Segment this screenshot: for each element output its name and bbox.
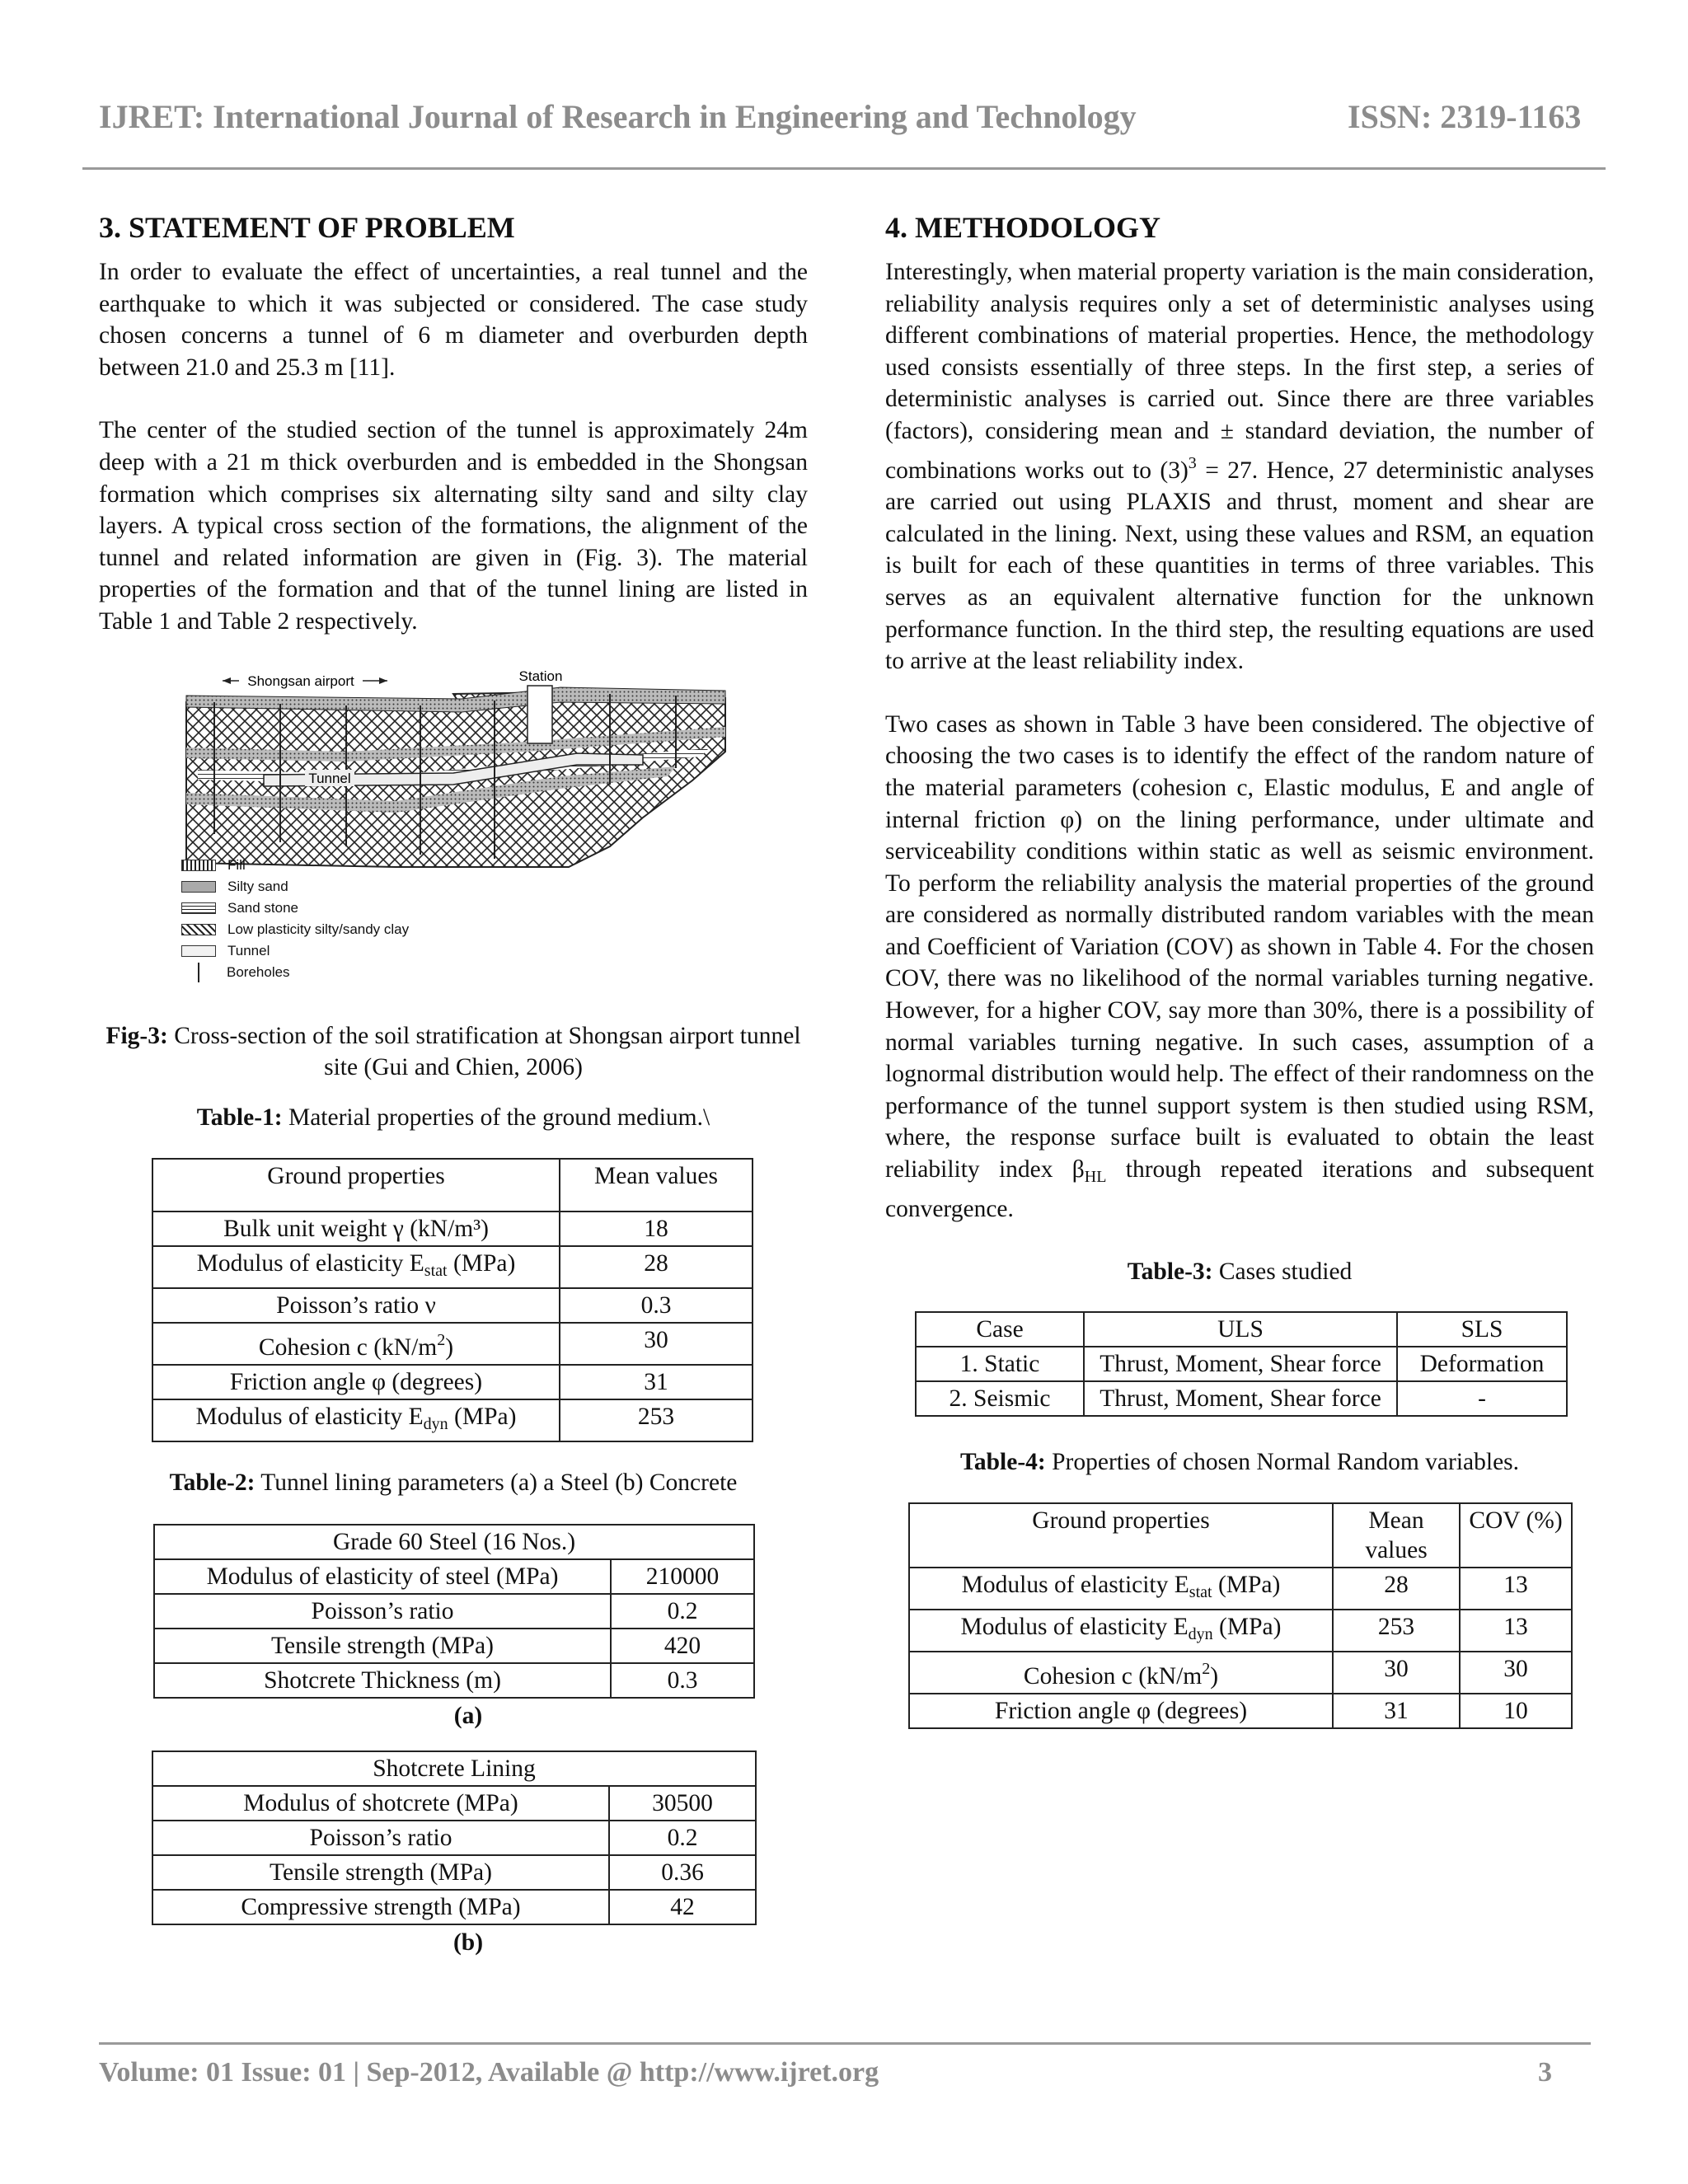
table4-header-cov: COV (%) — [1460, 1503, 1572, 1568]
table2a-r3-label: Tensile strength (MPa) — [154, 1629, 611, 1663]
table4-r1-mean: 28 — [1333, 1568, 1460, 1610]
table4-header-mean: Mean values — [1333, 1503, 1460, 1568]
table1-r2-value: 28 — [560, 1246, 753, 1288]
table2a-label: (a) — [453, 1702, 483, 1729]
footer-text: Volume: 01 Issue: 01 | Sep-2012, Available @ http://www.ijret.org — [99, 2057, 879, 2088]
problem-para-1: In order to evaluate the effect of uncertainties, a real tunnel and the earthquake to which it was subjected or considered. The case study chosen concerns a tunnel of 6 m diameter and overburden depth between 21.0 and 25.3 m [11]. — [99, 259, 808, 381]
table2b-r2-label: Poisson’s ratio — [152, 1821, 609, 1855]
methodology-para-2: Two cases as shown in Table 3 have been considered. The objective of choosing the two cases is to identify the effect of the random nature of the material parameters (cohesion c, Elastic modulus, E and angle of internal friction φ) on the lining performance, under ultimate and serviceability conditions within static as well as seismic environment. To perform the reliability analysis the material properties of the ground are considered as normally distributed random variables with the mean and Coefficient of Variation (COV) as shown in Table 4. For the chosen COV, there was no likelihood of the normal variables turning negative. However, for a higher COV, say more than 30%, there is a possibility of normal variables turning negative. In such cases, assumption of a lognormal distribution would help. The effect of their randomness on the performance of the tunnel support system is then studied using RSM, where, the response surface built is evaluated to obtain the least reliability index $\beta_{HL}$ through repeated iterations and subsequent convergence. — [885, 710, 1594, 1222]
methodology-para-1: Interestingly, when material property variation is the main consideration, reliability analysis requires only a set of deterministic analyses using different combinations of material properties. Hence, the methodology used consists essentially of three steps. In the first step, a series of deterministic analyses is carried out. Since there are three variables (factors), considering mean and ± standard deviation, the number of combinations works out to $(3)^3 = 27$. Hence, 27 deterministic analyses are carried out using PLAXIS and thrust, moment and shear are calculated in the lining. Next, using these values and RSM, an equation is built for each of these quantities in terms of three variables. This serves as an equivalent alternative function for the unknown performance function. In the third step, the resulting equations are used to arrive at the least reliability index. — [885, 259, 1594, 675]
table1-r6-label: Modulus of elasticity $E_{dyn}$ (MPa) — [152, 1399, 560, 1441]
table1-header-mean: Mean values — [560, 1159, 753, 1212]
table2b-title: Shotcrete Lining — [152, 1751, 756, 1786]
table2a-r1-value: 210000 — [611, 1559, 754, 1594]
table1-r5-label: Friction angle φ (degrees) — [152, 1365, 560, 1399]
table2b-r3-label: Tensile strength (MPa) — [152, 1855, 609, 1890]
label-tunnel: Tunnel — [308, 770, 351, 786]
table3-caption: Table-3: Cases studied — [1127, 1258, 1353, 1286]
table4-r3-label: Cohesion c $(kN/m^2)$ — [909, 1652, 1333, 1694]
issn: ISSN: 2319-1163 — [1348, 98, 1582, 135]
table4-r1-label: Modulus of elasticity $E_{stat}$ (MPa) — [909, 1568, 1333, 1610]
table1-r6-value: 253 — [560, 1399, 753, 1441]
table4-r4-label: Friction angle φ (degrees) — [909, 1694, 1333, 1728]
table2b-r1-value: 30500 — [609, 1786, 756, 1821]
table2a-steel — [153, 1524, 755, 1699]
table4-r2-mean: 253 — [1333, 1610, 1460, 1652]
table4-r4-mean: 31 — [1333, 1694, 1460, 1728]
legend-boreholes: Boreholes — [181, 962, 409, 983]
table4-r3-mean: 30 — [1333, 1652, 1460, 1694]
section-title-methodology: 4. METHODOLOGY — [885, 211, 1161, 244]
table4-random-variables — [908, 1502, 1573, 1729]
table3-cases — [915, 1311, 1568, 1417]
legend-sand-stone: Sand stone — [181, 898, 409, 919]
table1-r1-label: Bulk unit weight γ (kN/m³) — [152, 1212, 560, 1246]
table2b-r4-label: Compressive strength (MPa) — [152, 1890, 609, 1924]
table4-r2-cov: 13 — [1460, 1610, 1572, 1652]
left-column — [99, 210, 808, 1958]
table2b-r2-value: 0.2 — [609, 1821, 756, 1855]
table1-r2-label: Modulus of elasticity $E_{stat}$ (MPa) — [152, 1246, 560, 1288]
table4-caption: Table-4: Properties of chosen Normal Random variables. — [959, 1448, 1520, 1475]
legend-swatch-tunnel — [181, 945, 216, 957]
table1-header-property: Ground properties — [152, 1159, 560, 1212]
legend-swatch-sand-stone — [181, 902, 216, 914]
legend-clay: Low plasticity silty/sandy clay — [181, 919, 409, 940]
right-column — [885, 210, 1594, 1729]
table3-r1-sls: Deformation — [1397, 1347, 1567, 1381]
header-rule — [82, 167, 1606, 170]
table3-r1-case: 1. Static — [916, 1347, 1084, 1381]
table3-header-case: Case — [916, 1312, 1084, 1347]
figure-legend — [181, 855, 409, 983]
table1-r3-value: 0.3 — [560, 1288, 753, 1323]
table2b-r3-value: 0.36 — [609, 1855, 756, 1890]
table1-r5-value: 31 — [560, 1365, 753, 1399]
table2a-title: Grade 60 Steel (16 Nos.) — [154, 1525, 754, 1559]
section-title-problem: 3. STATEMENT OF PROBLEM — [99, 211, 515, 244]
label-airport: Shongsan airport — [247, 673, 354, 689]
table2b-r1-label: Modulus of shotcrete (MPa) — [152, 1786, 609, 1821]
legend-tunnel: Tunnel — [181, 940, 409, 962]
table3-r1-uls: Thrust, Moment, Shear force — [1084, 1347, 1397, 1381]
label-station: Station — [518, 668, 563, 684]
table3-header-sls: SLS — [1397, 1312, 1567, 1347]
cross-section-diagram — [181, 669, 742, 875]
legend-fill: Fill — [181, 855, 409, 876]
table2b-label: (b) — [452, 1929, 484, 1956]
table3-header-uls: ULS — [1084, 1312, 1397, 1347]
table1-caption: Table-1: Material properties of the ground medium.\ — [196, 1104, 710, 1131]
table2a-r2-value: 0.2 — [611, 1594, 754, 1629]
table2a-r2-label: Poisson’s ratio — [154, 1594, 611, 1629]
table4-r3-cov: 30 — [1460, 1652, 1572, 1694]
table4-r2-label: Modulus of elasticity $E_{dyn}$ (MPa) — [909, 1610, 1333, 1652]
table3-r2-sls: - — [1397, 1381, 1567, 1416]
legend-silty-sand: Silty sand — [181, 876, 409, 898]
table2a-r4-label: Shotcrete Thickness (m) — [154, 1663, 611, 1698]
table1-r4-value: 30 — [560, 1323, 753, 1365]
table2b-shotcrete — [152, 1750, 757, 1925]
figure-cross-section — [181, 669, 742, 999]
table1-ground-medium — [152, 1158, 753, 1442]
table4-header-property: Ground properties — [909, 1503, 1333, 1568]
journal-title: IJRET: International Journal of Research in Engineering and Technology — [99, 98, 1137, 135]
table2a-r3-value: 420 — [611, 1629, 754, 1663]
table1-r3-label: Poisson’s ratio ν — [152, 1288, 560, 1323]
table3-r2-uls: Thrust, Moment, Shear force — [1084, 1381, 1397, 1416]
table2-caption: Table-2: Tunnel lining parameters (a) a Steel (b) Concrete — [169, 1469, 738, 1497]
problem-para-2: The center of the studied section of the tunnel is approximately 24m deep with a 21 m thick overburden and is embedded in the Shongsan formation which comprises six alternating silty sand and silty clay layers. A typical cross section of the formations, the alignment of the tunnel and related information are given in (Fig. 3). The material properties of the formation and that of the tunnel lining are listed in Table 1 and Table 2 respectively. — [99, 417, 808, 635]
legend-swatch-fill — [181, 860, 216, 871]
table4-r4-cov: 10 — [1460, 1694, 1572, 1728]
table2a-r4-value: 0.3 — [611, 1663, 754, 1698]
table3-r2-case: 2. Seismic — [916, 1381, 1084, 1416]
legend-swatch-silty-sand — [181, 881, 216, 893]
legend-swatch-clay — [181, 924, 216, 935]
fig3-caption: Fig-3: Cross-section of the soil stratification at Shongsan airport tunnel site (Gui and Chien, 2006) — [106, 1022, 801, 1081]
table2b-r4-value: 42 — [609, 1890, 756, 1924]
table2a-r1-label: Modulus of elasticity of steel (MPa) — [154, 1559, 611, 1594]
footer-rule — [99, 2042, 1591, 2045]
table1-r4-label: Cohesion c $(kN/m^2)$ — [152, 1323, 560, 1365]
table1-r1-value: 18 — [560, 1212, 753, 1246]
legend-swatch-boreholes — [198, 963, 199, 982]
table4-r1-cov: 13 — [1460, 1568, 1572, 1610]
page-number: 3 — [1538, 2057, 1552, 2088]
